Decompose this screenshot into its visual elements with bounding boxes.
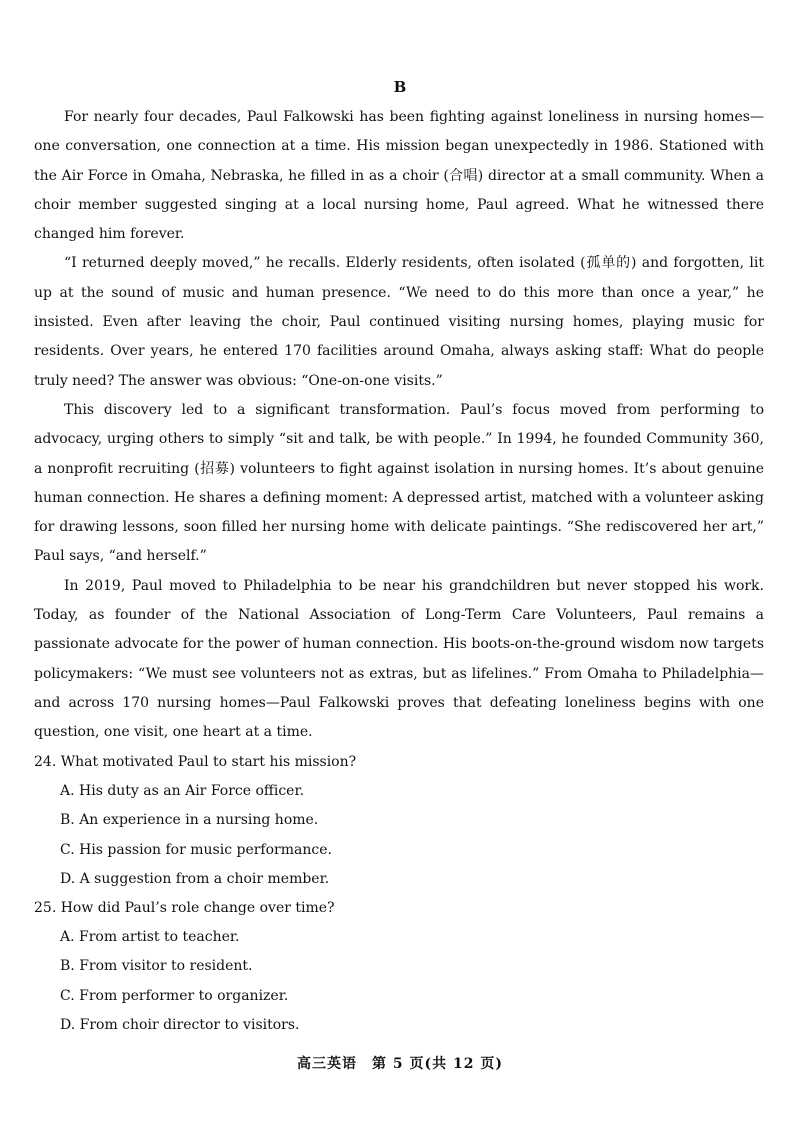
answer-option-a: A. From artist to teacher.	[60, 929, 240, 946]
answer-option-c: C. From performer to organizer.	[60, 987, 289, 1004]
question-stem: 24. What motivated Paul to start his mission?	[34, 754, 357, 770]
page-footer: 高三英语 第 5 页(共 12 页)	[297, 1056, 503, 1072]
question-stem: 25. How did Paul’s role change over time?	[34, 900, 335, 917]
passage-paragraph: This discovery led to a significant transformation. Paul’s focus moved from performing to advocacy, urging others to simply “sit and talk, be with people.” In 1994, he founded Community 360, a nonprofit recruiting (招募) volunteers to fight against isolation in nursing homes. It’s about genuine human connection. He shares a defining moment: A depressed artist, matched with a volunteer asking for drawing lessons, soon filled her nursing home with delicate paintings. “She rediscovered her art,” Paul says, “and herself.”	[34, 401, 764, 565]
question-24	[34, 748, 764, 894]
answer-option-c: C. His passion for music performance.	[60, 841, 332, 858]
question-25	[34, 894, 764, 1040]
answer-option-d: D. A suggestion from a choir member.	[60, 870, 330, 887]
answer-option-a: A. His duty as an Air Force officer.	[60, 783, 305, 800]
question-list	[34, 748, 764, 1040]
passage-paragraph: For nearly four decades, Paul Falkowski has been fighting against loneliness in nursing homes—one conversation, one connection at a time. His mission began unexpectedly in 1986. Stationed with the Air Force in Omaha, Nebraska, he filled in as a choir (合唱) director at a small community. When a choir member suggested singing at a local nursing home, Paul agreed. What he witnessed there changed him forever.	[34, 109, 764, 243]
answer-option-b: B. An experience in a nursing home.	[60, 812, 319, 829]
answer-option-b: B. From visitor to resident.	[60, 958, 253, 975]
passage-paragraph: “I returned deeply moved,” he recalls. Elderly residents, often isolated (孤单的) and forgotten, lit up at the sound of music and human presence. “We need to do this more than once a year,” he insisted. Even after leaving the choir, Paul continued visiting nursing homes, playing music for residents. Over years, he entered 170 facilities around Omaha, always asking staff: What do people truly need? The answer was obvious: “One-on-one visits.”	[34, 255, 764, 389]
section-heading: B	[393, 78, 407, 96]
reading-passage	[34, 103, 764, 748]
passage-paragraph: In 2019, Paul moved to Philadelphia to be near his grandchildren but never stopped his work. Today, as founder of the National Association of Long-Term Care Volunteers, Paul remains a passionate advocate for the power of human connection. His boots-on-the-ground wisdom now targets policymakers: “We must see volunteers not as extras, but as lifelines.” From Omaha to Philadelphia—and across 170 nursing homes—Paul Falkowski proves that defeating loneliness begins with one question, one visit, one heart at a time.	[34, 577, 764, 741]
answer-option-d: D. From choir director to visitors.	[60, 1016, 300, 1033]
